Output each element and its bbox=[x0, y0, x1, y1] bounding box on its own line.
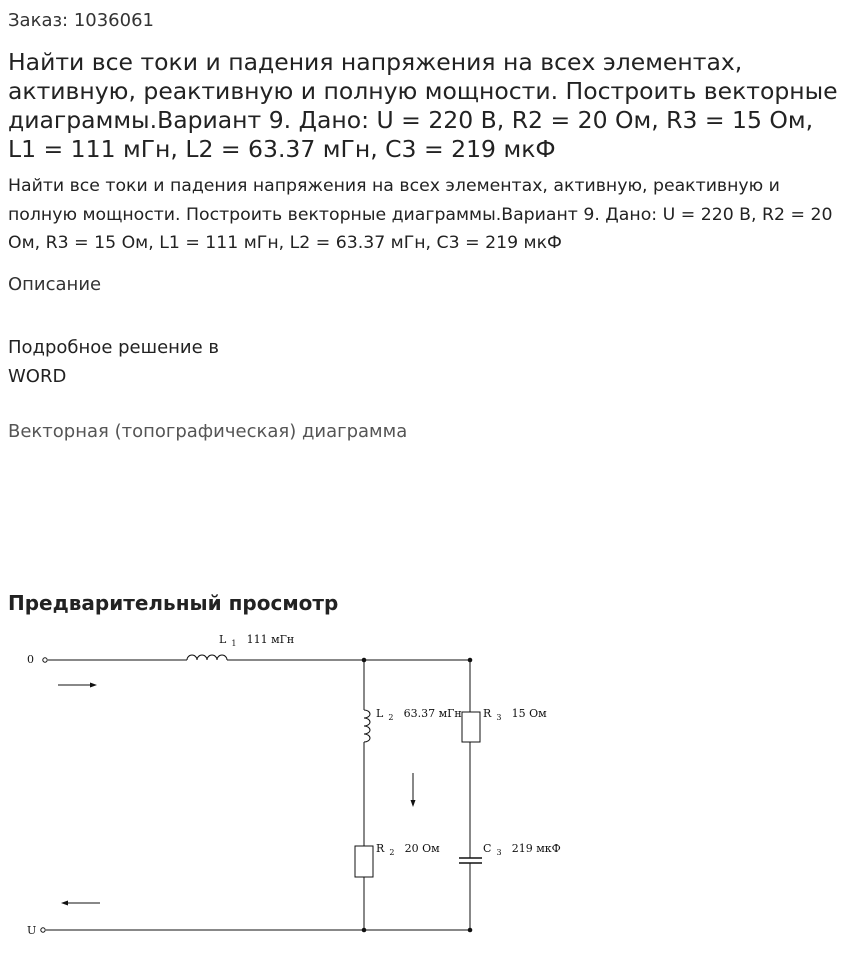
r2-label: R 2 20 Ом bbox=[376, 842, 440, 857]
input-current-arrowhead bbox=[90, 683, 97, 688]
circuit-diagram bbox=[0, 628, 600, 948]
top-terminal bbox=[43, 658, 47, 662]
node-bottom-label: U bbox=[27, 924, 37, 937]
circuit-preview bbox=[0, 628, 600, 948]
r3-label: R 3 15 Ом bbox=[483, 707, 547, 722]
junction-bottom-right bbox=[468, 928, 473, 933]
solution-note: Подробное решение в WORD bbox=[8, 337, 220, 387]
junction-top-right bbox=[468, 658, 473, 663]
l2-label: L 2 63.37 мГн bbox=[376, 707, 462, 722]
return-current-arrowhead bbox=[61, 901, 68, 906]
inductor-l2 bbox=[364, 710, 370, 742]
preview-heading: Предварительный просмотр bbox=[8, 591, 339, 615]
branch-current-arrowhead bbox=[411, 800, 416, 807]
junction-bottom-middle bbox=[362, 928, 367, 933]
c3-label: C 3 219 мкФ bbox=[483, 842, 561, 857]
description-section-label: Описание bbox=[8, 274, 102, 295]
l1-label: L 1 111 мГн bbox=[219, 633, 295, 648]
node-top-label: 0 bbox=[27, 653, 34, 666]
resistor-r3 bbox=[462, 712, 480, 742]
inductor-l1 bbox=[187, 655, 227, 660]
task-description: Найти все токи и падения напряжения на всех элементах, активную, реактивную и полную мощности. Построить векторные диаграммы.Вариант 9. Дано: U = 220 В, R2 = 20 Ом, R3 = 15 Ом, L1 = 111 мГн, L2 = 63.37 мГн, C3 = 219 мкФ bbox=[8, 176, 833, 253]
vector-diagram-link[interactable]: Векторная (топографическая) диаграмма bbox=[8, 421, 408, 442]
junction-top-middle bbox=[362, 658, 367, 663]
order-number: Заказ: 1036061 bbox=[8, 10, 154, 31]
resistor-r2 bbox=[355, 846, 373, 877]
page-title: Найти все токи и падения напряжения на всех элементах, активную, реактивную и полную мощности. Построить векторные диаграммы.Вариант 9. Дано: U = 220 В, R2 = 20 Ом, R3 = 15 Ом, L1 = 111 мГн, L2 = 63.37 мГн, C3 = 219 мкФ bbox=[8, 48, 838, 163]
bottom-terminal bbox=[41, 928, 45, 932]
